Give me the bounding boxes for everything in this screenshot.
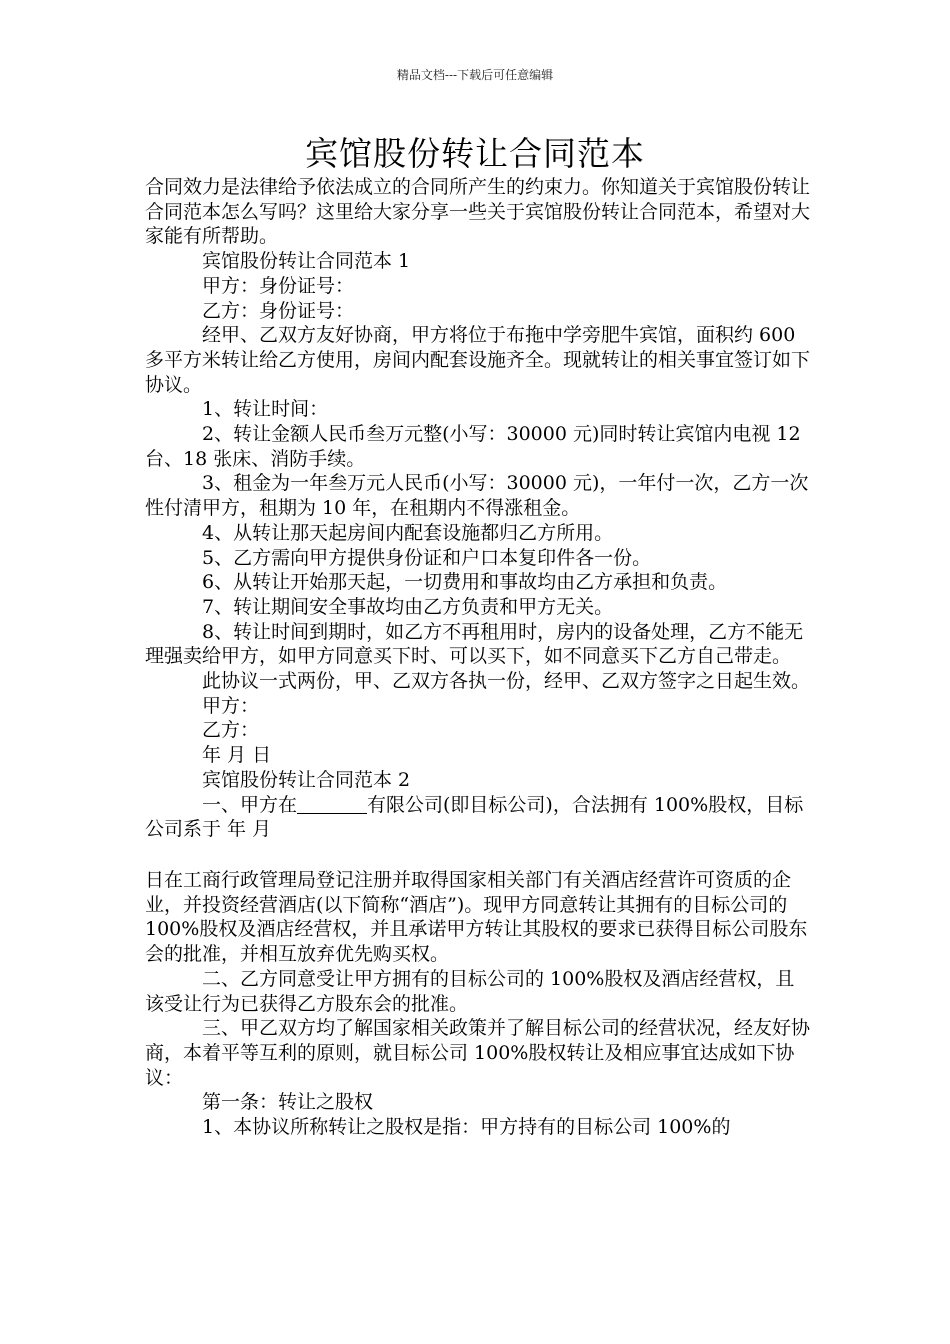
intro-paragraph: 合同效力是法律给予依法成立的合同所产生的约束力。你知道关于宾馆股份转让合同范本怎么写吗？这里给大家分享一些关于宾馆股份转让合同范本，希望对大家能有所帮助。 — [145, 176, 811, 248]
clause: 4、从转让那天起房间内配套设施都归乙方所用。 — [202, 521, 614, 544]
contract1-preamble: 经甲、乙双方友好协商，甲方将位于布拖中学旁肥牛宾馆，面积约 600 多平方米转让给乙方使用，房间内配套设施齐全。现就转让的相关事宜签订如下协议。 — [145, 324, 811, 396]
contract1-closing: 此协议一式两份，甲、乙双方各执一份，经甲、乙双方签字之日起生效。 — [202, 670, 811, 693]
contract1-party-a: 甲方：身份证号： — [202, 274, 355, 297]
clause: 7、转让期间安全事故均由乙方负责和甲方无关。 — [202, 595, 614, 618]
contract2-item3: 三、甲乙双方均了解国家相关政策并了解目标公司的经营状况，经友好协商，本着平等互利的原则，就目标公司 100%股权转让及相应事宜达成如下协议： — [145, 1017, 811, 1089]
contract2-item2: 二、乙方同意受让甲方拥有的目标公司的 100%股权及酒店经营权，且该受让行为已获得乙方股东会的批准。 — [145, 967, 795, 1015]
clause: 3、租金为一年叁万元人民币(小写：30000 元)，一年付一次，乙方一次性付清甲方，租期为 10 年，在租期内不得涨租金。 — [145, 472, 809, 520]
clause: 2、转让金额人民币叁万元整(小写：30000 元)同时转让宾馆内电视 12 台、18 张床、消防手续。 — [145, 423, 801, 470]
contract2-article1-heading: 第一条：转让之股权 — [202, 1091, 374, 1114]
paragraph-gap — [145, 842, 810, 868]
signature-party-a: 甲方： — [202, 694, 260, 717]
document-body — [145, 175, 810, 1140]
clause: 8、转让时间到期时，如乙方不再租用时，房内的设备处理，乙方不能无理强卖给甲方，如甲方同意买下时、可以买下，如不同意买下乙方自己带走。 — [145, 620, 804, 668]
item1-text-before: 一、甲方在 — [202, 793, 298, 816]
contract2-item1 — [145, 793, 810, 842]
contract2-item1-continued: 日在工商行政管理局登记注册并取得国家相关部门有关酒店经营许可资质的企业，并投资经营酒店(以下简称“酒店”)。现甲方同意转让其拥有的目标公司的 100%股权及酒店经营权，并且承诺甲方转让其股权的要求已获得目标公司股东会的批准，并相互放弃优先购买权。 — [145, 868, 808, 966]
signature-date: 年 月 日 — [202, 744, 272, 767]
item1-text-after: 有限公司(即目标公司)，合法拥有 100%股权，目标公司系于 年 月 — [145, 793, 804, 841]
contract1-party-b: 乙方：身份证号： — [202, 299, 355, 322]
page-header: 精品文档---下载后可任意编辑 — [396, 68, 554, 82]
clause: 5、乙方需向甲方提供身份证和户口本复印件各一份。 — [202, 546, 652, 569]
clause: 6、从转让开始那天起，一切费用和事故均由乙方承担和负责。 — [202, 571, 728, 594]
contract2-article1-clause1: 1、本协议所称转让之股权是指：甲方持有的目标公司 100%的 — [202, 1116, 731, 1139]
signature-party-b: 乙方： — [202, 719, 260, 742]
blank-underline — [297, 795, 367, 814]
contract2-heading: 宾馆股份转让合同范本 2 — [202, 768, 411, 791]
contract1-heading: 宾馆股份转让合同范本 1 — [202, 250, 411, 273]
clause: 1、转让时间： — [202, 398, 329, 421]
document-title: 宾馆股份转让合同范本 — [305, 134, 645, 173]
